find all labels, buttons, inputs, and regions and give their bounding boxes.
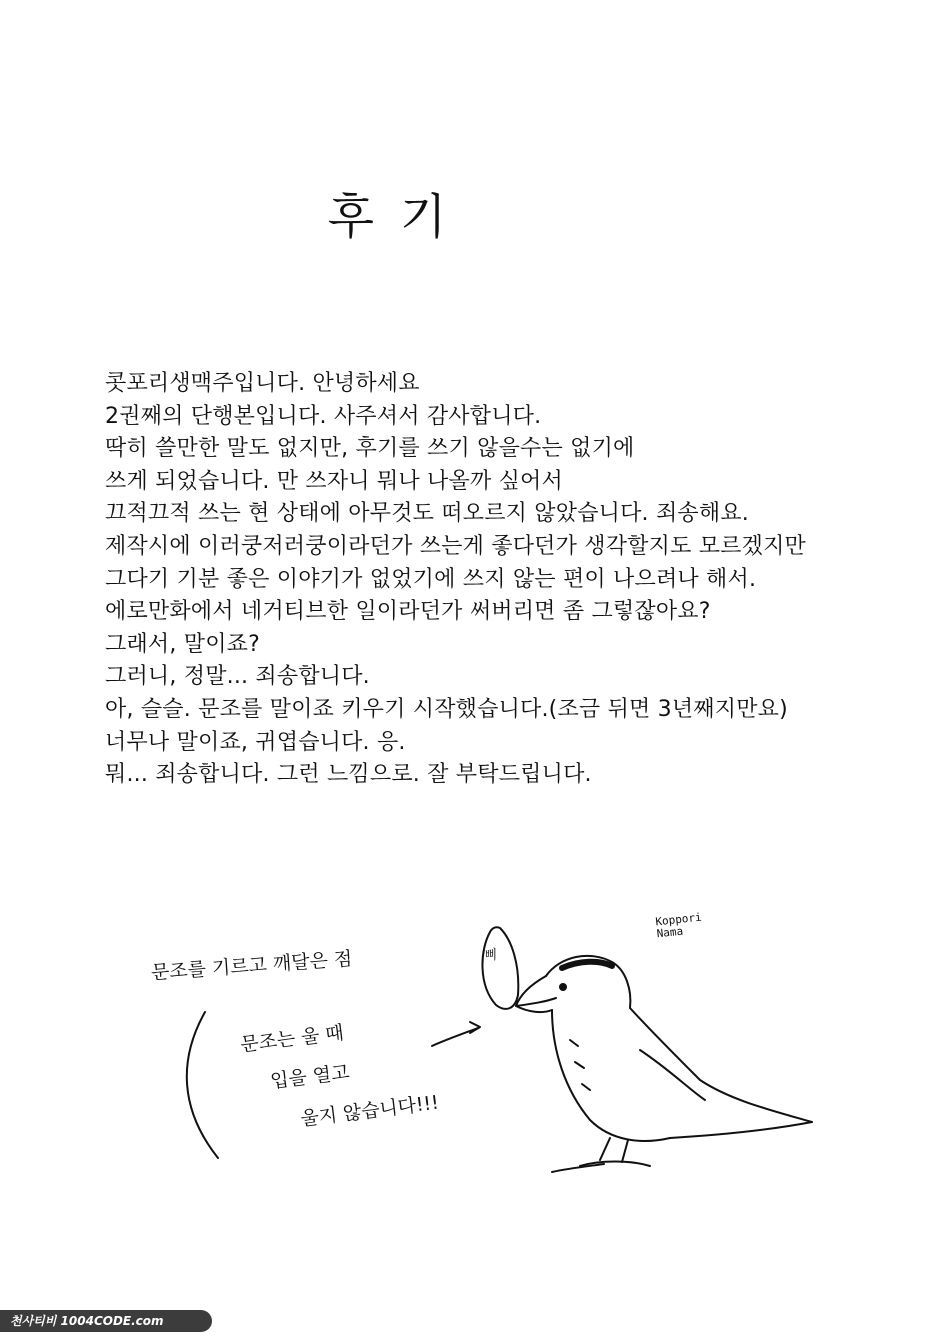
text-line: 콧포리생맥주입니다. 안녕하세요 bbox=[105, 371, 420, 396]
sketch-heading: 문조를 기르고 깨달은 점 bbox=[150, 947, 353, 984]
watermark: 천사티비 1004CODE.com bbox=[0, 1310, 212, 1332]
bracket-icon bbox=[187, 1012, 218, 1158]
afterword-text bbox=[105, 368, 895, 792]
bubble-line: 문조는 울 때 bbox=[239, 1021, 345, 1057]
text-line: 아, 슬슬. 문조를 말이죠 키우기 시작했습니다.(조금 뒤면 3년째지만요) bbox=[105, 696, 788, 722]
speech-bubble-icon bbox=[482, 927, 518, 1009]
text-line: 그다기 기분 좋은 이야기가 없었기에 쓰지 않는 편이 나으려나 해서. bbox=[105, 566, 757, 592]
text-line: 뭐... 죄송합니다. 그런 느낌으로. 잘 부탁드립니다. bbox=[105, 762, 592, 788]
bird-icon bbox=[546, 956, 630, 1008]
signature-line: Nama bbox=[656, 924, 684, 941]
speech-word: 삐 bbox=[484, 948, 498, 963]
text-line: 제작시에 이러쿵저러쿵이라던가 쓰는게 좋다던가 생각할지도 모르겠지만 bbox=[105, 533, 806, 559]
bubble-line: 입을 열고 bbox=[269, 1061, 351, 1093]
bubble-line: 울지 않습니다!!! bbox=[299, 1091, 441, 1131]
text-line: 2권째의 단행본입니다. 사주셔서 감사합니다. bbox=[105, 403, 542, 429]
text-line: 그래서, 말이죠? bbox=[105, 631, 260, 657]
arrow-icon bbox=[432, 1028, 478, 1046]
signature bbox=[655, 912, 704, 941]
text-line: 그러니, 정말... 죄송합니다. bbox=[105, 664, 370, 690]
text-line: 쓰게 되었습니다. 만 쓰자니 뭐나 나올까 싶어서 bbox=[105, 468, 563, 494]
text-line: 에로만화에서 네거티브한 일이라던가 써버리면 좀 그렇잖아요? bbox=[105, 599, 711, 625]
text-line: 끄적끄적 쓰는 현 상태에 아무것도 떠오르지 않았습니다. 죄송해요. bbox=[105, 501, 749, 527]
text-line: 딱히 쓸만한 말도 없지만, 후기를 쓰기 않을수는 없기에 bbox=[105, 436, 635, 462]
page-title: 후기 bbox=[327, 189, 473, 245]
signature-line: Koppori bbox=[654, 910, 703, 929]
text-line: 너무나 말이죠, 귀엽습니다. 응. bbox=[105, 729, 406, 755]
